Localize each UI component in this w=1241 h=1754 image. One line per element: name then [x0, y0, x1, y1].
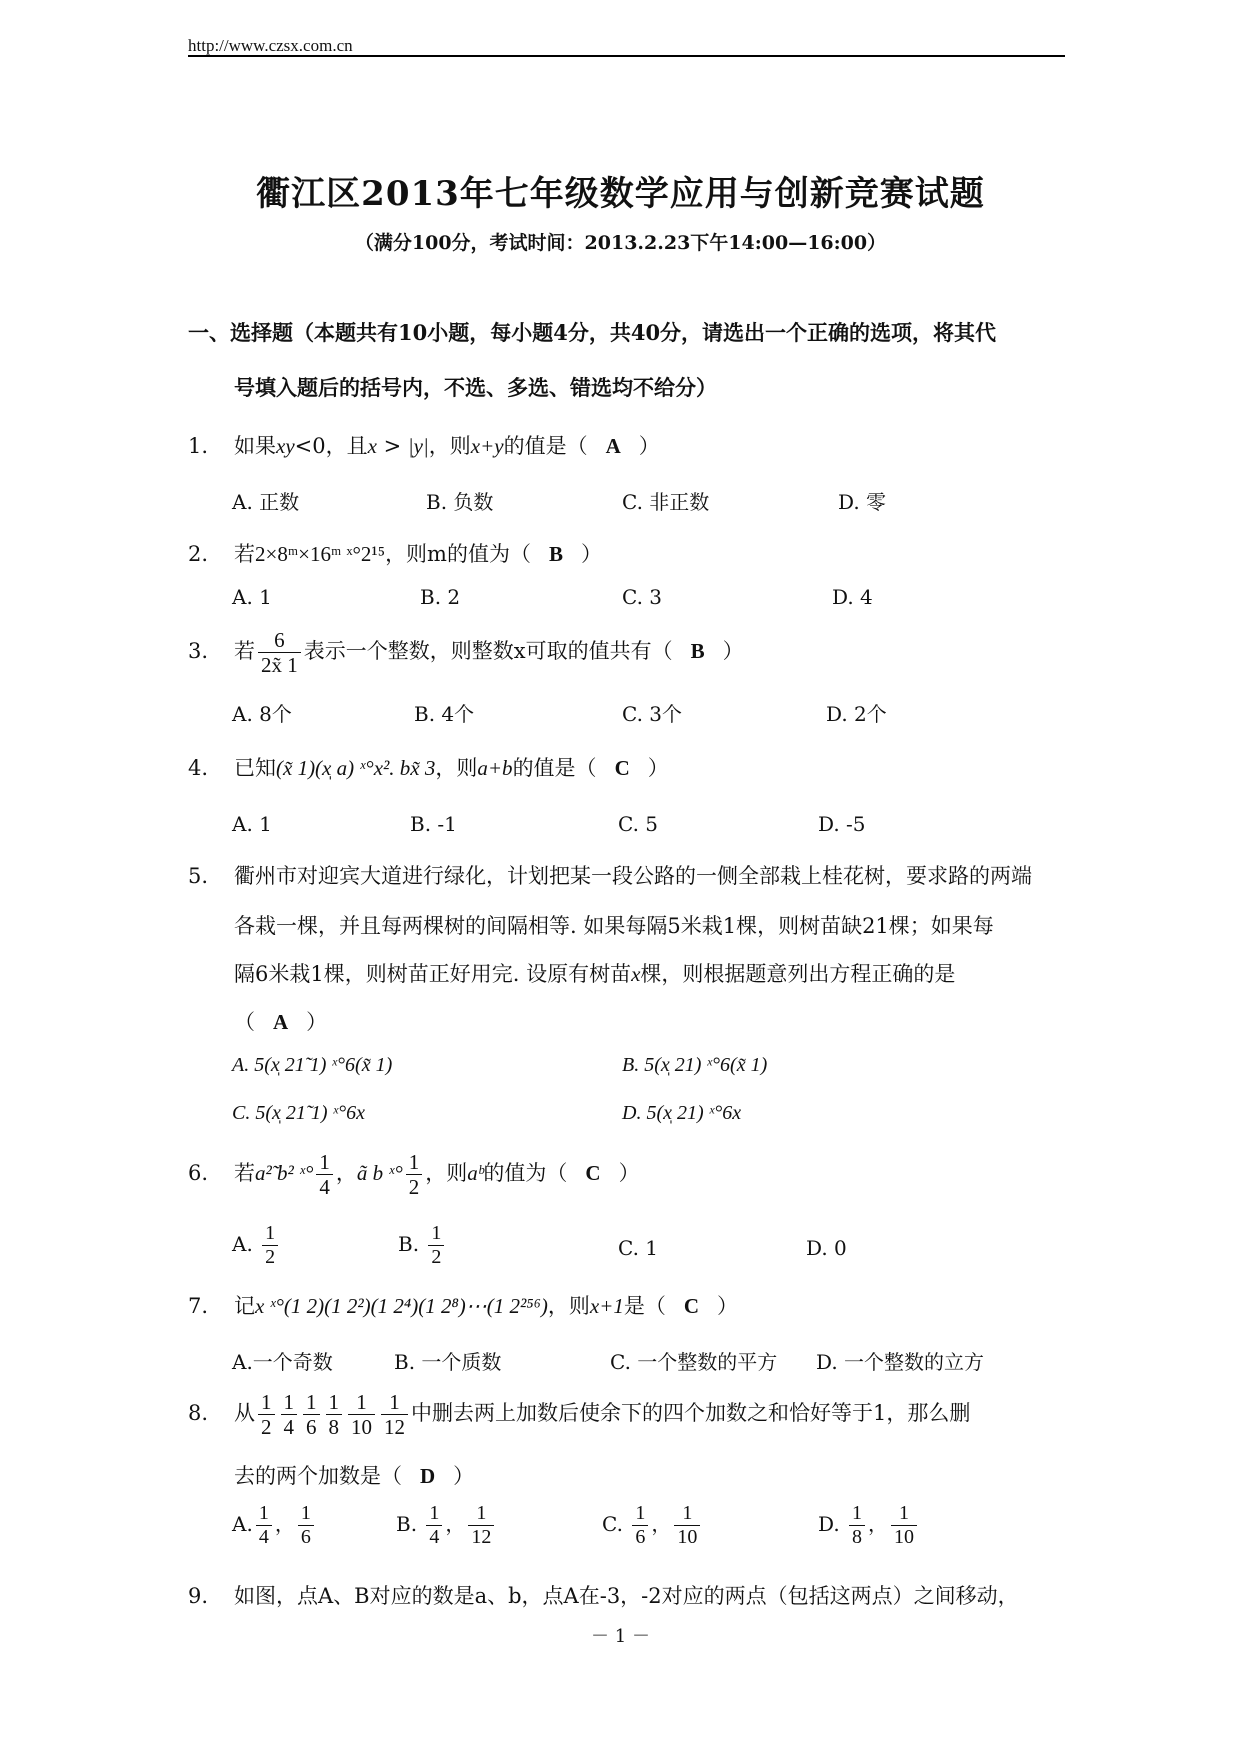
section-heading-cont: 号填入题后的括号内，不选、多选、错选均不给分）	[234, 375, 717, 400]
q6-option-c: C. 1	[618, 1236, 659, 1260]
question-1: 1. 如果xy<0，且x > |y|，则x+y的值是（ A ）	[188, 434, 660, 458]
q3-option-d: D. 2个	[826, 702, 887, 726]
question-3: 3. 若 $\frac{6}{2x̃ 1}$ 表示一个整数，则整数x可取的值共有（ B ）	[188, 628, 744, 678]
q2-option-a: A. 1	[232, 585, 272, 609]
answer: B	[548, 542, 563, 566]
q8-option-b: B. $\frac{1}{4}$ ， $\frac{1}{12}$	[396, 1502, 497, 1549]
q3-option-b: B. 4个	[414, 702, 475, 726]
q3-option-a: A. 8个	[232, 702, 292, 726]
answer: A	[605, 434, 621, 458]
q5-option-d: D. 5(x̩ 21) ˣ°6x	[622, 1102, 742, 1124]
q4-option-c: C. 5	[618, 812, 659, 836]
question-2: 2. 若2×8ᵐ×16ᵐ ˣ°2¹⁵，则m的值为（ B ）	[188, 542, 602, 566]
answer: B	[690, 639, 705, 664]
q7-option-a: A.一个奇数	[232, 1350, 333, 1374]
q2-option-c: C. 3	[622, 585, 663, 609]
q7-option-b: B. 一个质数	[394, 1350, 502, 1374]
q7-option-c: C. 一个整数的平方	[610, 1350, 778, 1374]
question-6: 6. 若a²̃ b² ˣ° $\frac{1}{4}$ ，ã b ˣ° $\frac{1}{2}$ ，则aᵇ的值为（ C ）	[188, 1150, 640, 1200]
q6-option-d: D. 0	[806, 1236, 847, 1260]
question-4: 4. 已知(x̃ 1)(x̩ a) ˣ°x². bx̃ 3，则a+b的值是（ C ）	[188, 756, 669, 780]
q1-option-c: C. 非正数	[622, 490, 710, 514]
answer: D	[420, 1464, 436, 1488]
page-title: 衢江区2013年七年级数学应用与创新竞赛试题	[256, 174, 985, 214]
q5-option-a: A. 5(x̩ 21̃ 1) ˣ°6(x̃ 1)	[232, 1054, 393, 1076]
q5-answer-line: （ A ）	[234, 1010, 328, 1034]
question-5: 5. 衢州市对迎宾大道进行绿化，计划把某一段公路的一侧全部栽上桂花树，要求路的两端	[188, 864, 1032, 888]
q5-option-c: C. 5(x̩ 21̃ 1) ˣ°6x	[232, 1102, 366, 1124]
answer: C	[683, 1294, 700, 1318]
q8-option-d: D. $\frac{1}{8}$ ， $\frac{1}{10}$	[818, 1502, 920, 1549]
answer: C	[614, 756, 630, 780]
question-number: 1.	[188, 434, 209, 458]
header-url: http://www.czsx.com.cn	[188, 36, 353, 55]
question-9: 9. 如图，点A、B对应的数是a、b，点A在-3，-2对应的两点（包括这两点）之间移动，	[188, 1584, 1019, 1608]
q3-option-c: C. 3个	[622, 702, 683, 726]
q6-option-b: B. $\frac{1}{2}$	[398, 1222, 447, 1269]
q8-line-2: 去的两个加数是（ D ）	[234, 1464, 475, 1488]
q2-option-d: D. 4	[832, 585, 873, 609]
q4-option-d: D. -5	[818, 812, 866, 836]
q5-line-2: 各栽一棵，并且每两棵树的间隔相等. 如果每隔5米栽1棵，则树苗缺21棵；如果每	[234, 914, 994, 938]
q8-option-a: A. $\frac{1}{4}$ ， $\frac{1}{6}$	[232, 1502, 317, 1549]
answer: A	[273, 1010, 289, 1034]
q1-option-b: B. 负数	[426, 490, 494, 514]
q6-option-a: A. $\frac{1}{2}$	[232, 1222, 281, 1269]
question-8: 8. 从 $\frac{1}{2}$ $\frac{1}{4}$ $\frac{1}{6}$ $\frac{1}{8}$ $\frac{1}{10}$ $\frac{1}{12}$ 中删去两上加数后使余下的四个加数之和恰好等于1，那么删	[188, 1390, 971, 1440]
q2-option-b: B. 2	[420, 585, 461, 609]
q5-line-3: 隔6米栽1棵，则树苗正好用完. 设原有树苗x棵，则根据题意列出方程正确的是	[234, 962, 956, 986]
page-number: － 1 －	[591, 1626, 650, 1647]
q7-option-d: D. 一个整数的立方	[816, 1350, 985, 1374]
q8-option-c: C. $\frac{1}{6}$ ， $\frac{1}{10}$	[602, 1502, 703, 1549]
q1-option-d: D. 零	[838, 490, 887, 514]
q5-option-b: B. 5(x̩ 21) ˣ°6(x̃ 1)	[622, 1054, 768, 1076]
question-7: 7. 记x ˣ°(1 2)(1 2²)(1 2⁴)(1 2⁸)⋯(1 2²⁵⁶)，则x+1是（ C ）	[188, 1294, 739, 1318]
q1-option-a: A. 正数	[232, 490, 300, 514]
page-subtitle: （满分100分，考试时间：2013.2.23下午14:00—16:00）	[354, 232, 887, 254]
answer: C	[585, 1161, 601, 1186]
q4-option-a: A. 1	[232, 812, 272, 836]
section-heading: 一、选择题（本题共有10小题，每小题4分，共40分，请选出一个正确的选项，将其代	[188, 320, 997, 345]
q4-option-b: B. -1	[410, 812, 457, 836]
header-rule	[188, 55, 1065, 57]
